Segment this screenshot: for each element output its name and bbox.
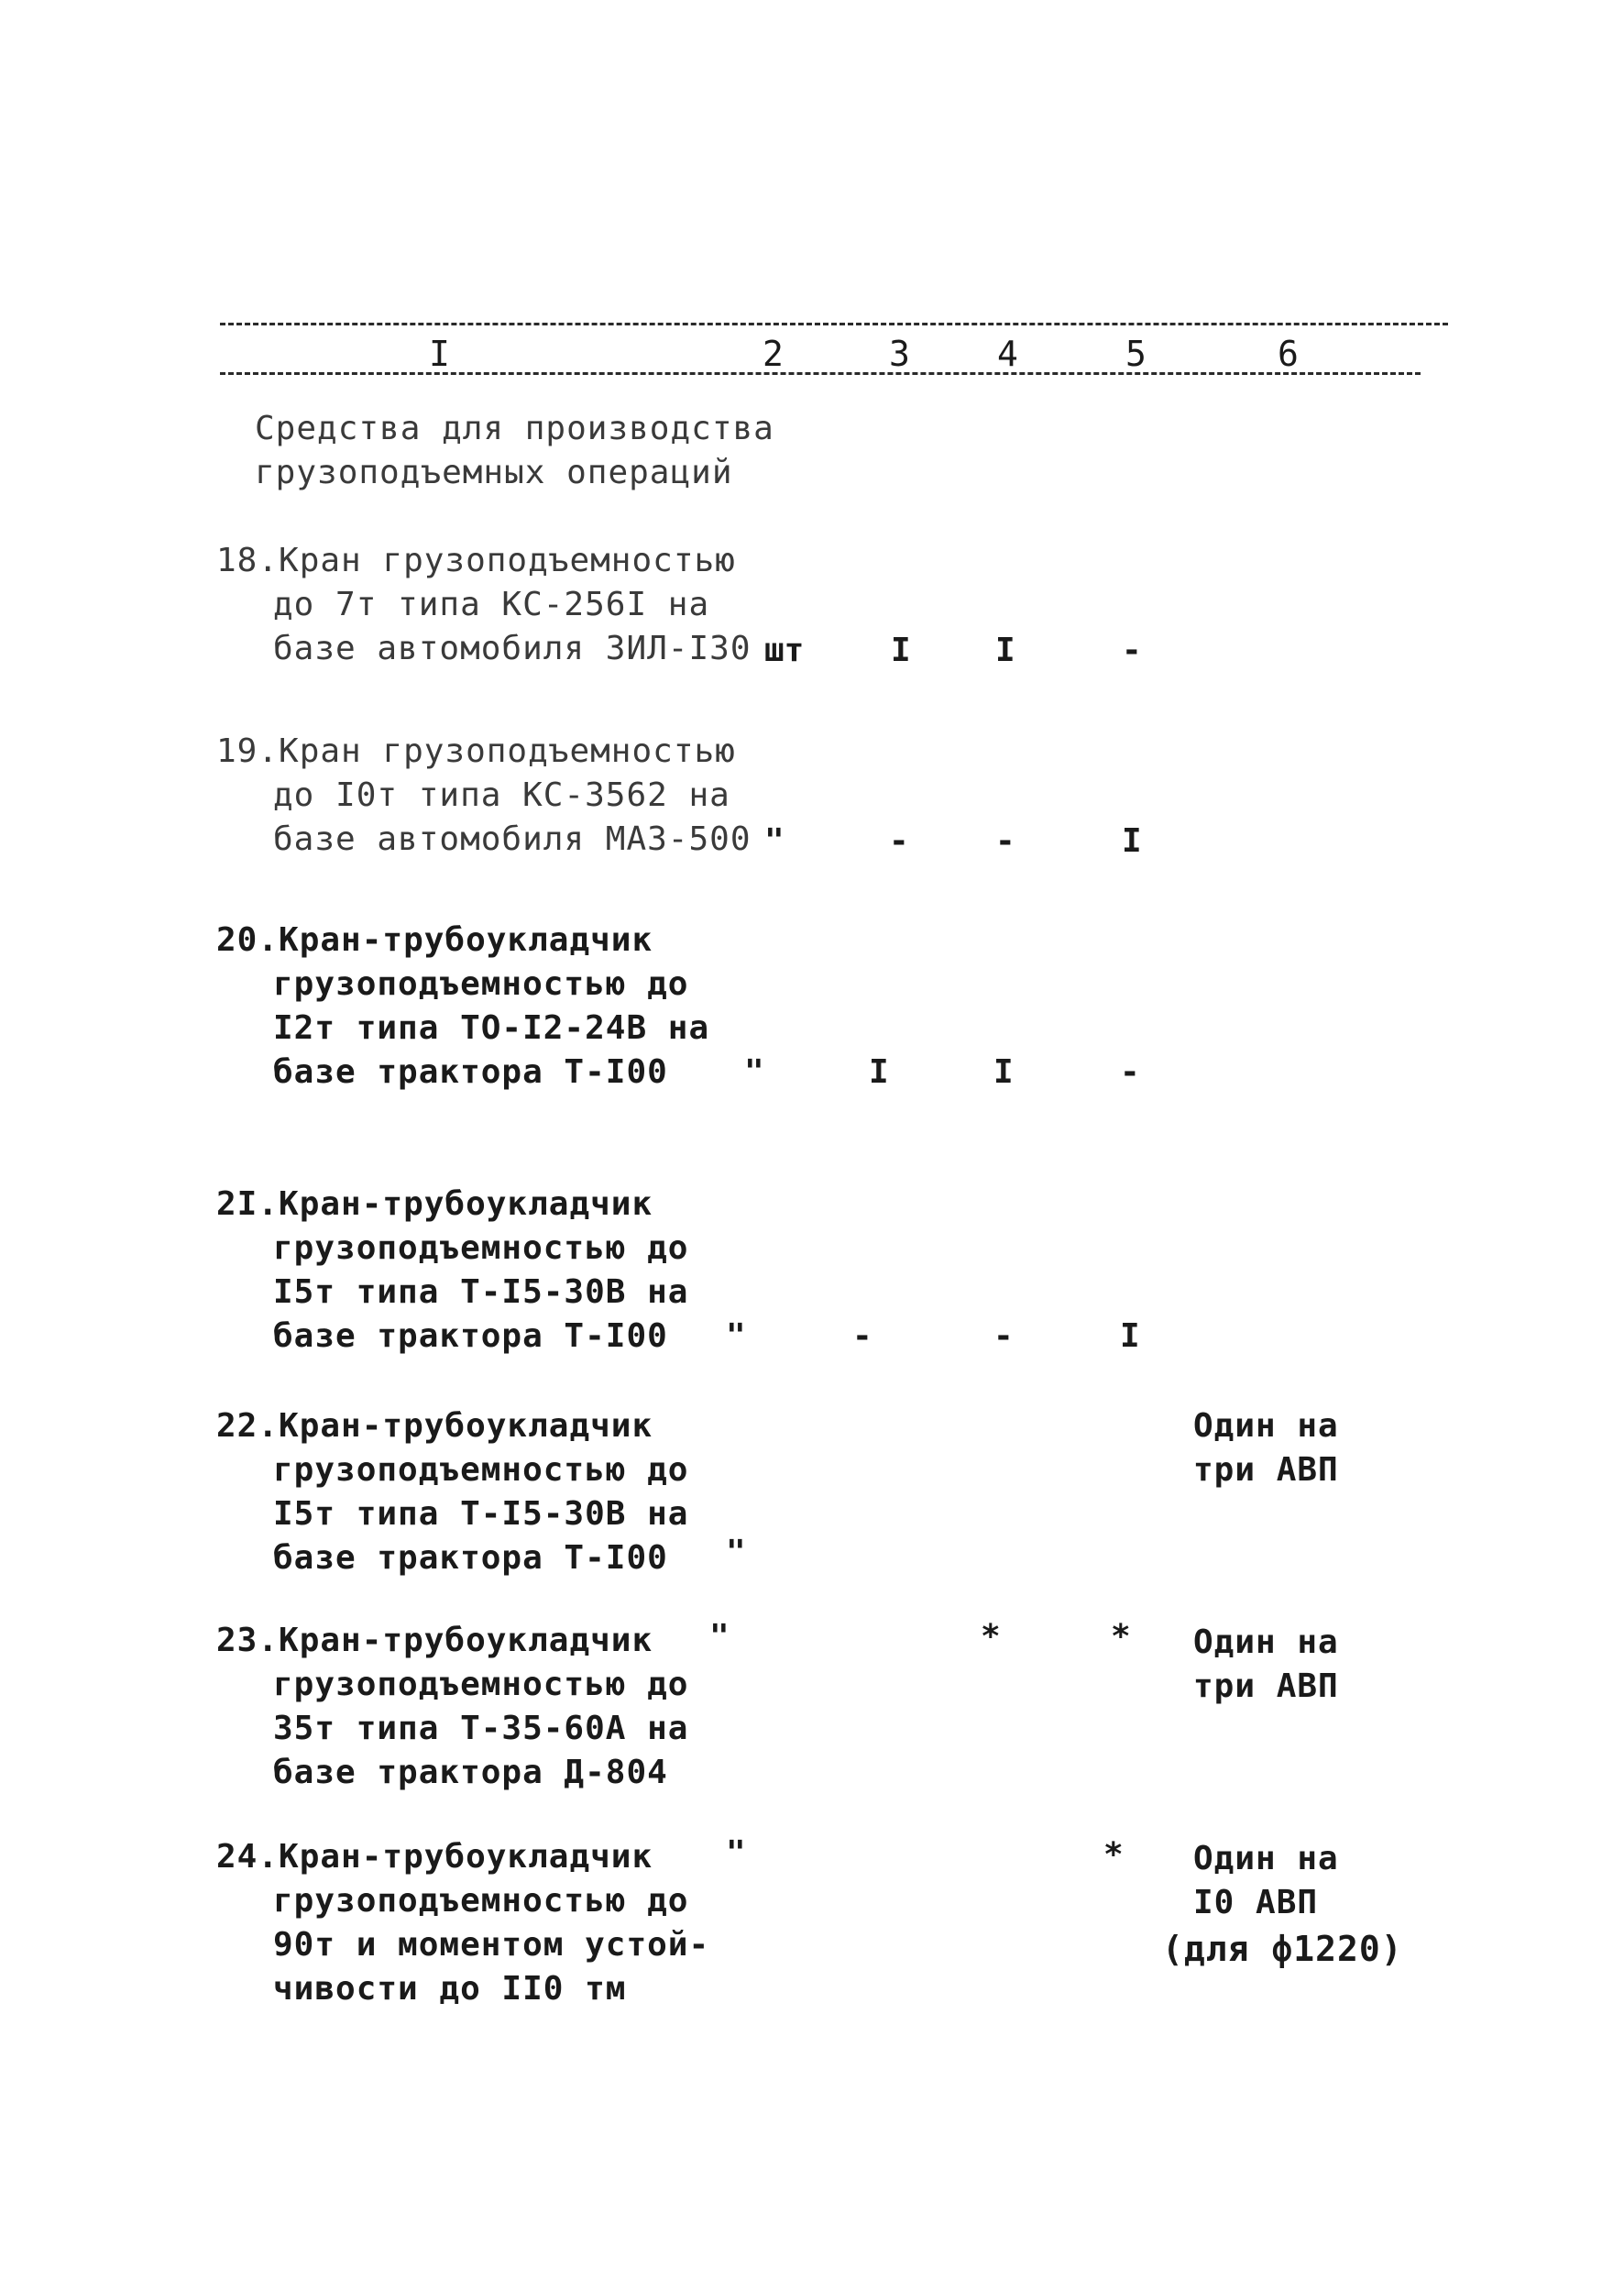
- item-21-line-3: I5т типа Т-I5-30В на: [273, 1273, 689, 1311]
- item-24-note-line-2: I0 АВП: [1193, 1884, 1319, 1921]
- item-21-col-3: -: [852, 1317, 872, 1355]
- item-18-col-5: -: [1122, 632, 1142, 669]
- item-22-note-line-1: Один на: [1193, 1407, 1339, 1445]
- item-22-line-2: грузоподъемностью до: [273, 1451, 689, 1489]
- item-19-col-2: ": [764, 822, 785, 860]
- item-24-line-2: грузоподъемностью до: [273, 1882, 689, 1920]
- item-18-col-4: I: [995, 632, 1015, 669]
- item-19-col-5: I: [1122, 822, 1142, 860]
- column-header-6: 6: [1278, 334, 1299, 374]
- column-header-5: 5: [1125, 334, 1147, 374]
- item-19-col-4: -: [995, 822, 1015, 860]
- item-19-col-3: -: [889, 822, 909, 860]
- item-18-col-2: шт: [764, 632, 805, 669]
- item-22-note-line-2: три АВП: [1193, 1451, 1339, 1489]
- item-21-line-2: грузоподъемностью до: [273, 1229, 689, 1267]
- item-18-col-3: I: [891, 632, 911, 669]
- item-24-col-2: ": [726, 1834, 746, 1872]
- item-21-col-5: I: [1120, 1317, 1140, 1355]
- column-header-3: 3: [889, 334, 910, 374]
- item-20-line-3: I2т типа ТО-I2-24В на: [273, 1009, 710, 1047]
- item-22-line-3: I5т типа Т-I5-30В на: [273, 1495, 689, 1533]
- item-23-note-line-1: Один на: [1193, 1623, 1339, 1661]
- item-20-line-4: базе трактора Т-I00: [273, 1053, 668, 1091]
- item-20-col-3: I: [869, 1053, 889, 1091]
- item-24-note-line-1: Один на: [1193, 1840, 1339, 1877]
- item-19-line-1: 19.Кран грузоподъемностью: [216, 732, 736, 770]
- item-21-line-1: 2I.Кран-трубоукладчик: [216, 1185, 653, 1223]
- column-header-2: 2: [763, 334, 784, 374]
- item-20-col-5: -: [1120, 1053, 1140, 1091]
- item-21-line-4: базе трактора Т-I00: [273, 1317, 668, 1355]
- item-23-line-3: 35т типа Т-35-60А на: [273, 1710, 689, 1747]
- item-20-col-2: ": [744, 1053, 764, 1091]
- item-22-col-2: ": [726, 1534, 746, 1571]
- header-bottom-rule: [220, 372, 1421, 375]
- item-19-line-2: до I0т типа КС-3562 на: [273, 776, 730, 814]
- item-24-line-1: 24.Кран-трубоукладчик: [216, 1838, 653, 1876]
- item-24-line-4: чивости до II0 тм: [273, 1970, 627, 2008]
- section-heading-line-1: Средства для производства: [255, 410, 774, 447]
- column-header-4: 4: [997, 334, 1018, 374]
- item-24-line-3: 90т и моментом устой-: [273, 1926, 710, 1964]
- column-header-1: I: [429, 334, 450, 374]
- item-23-col-2: ": [709, 1618, 730, 1656]
- item-21-col-4: -: [993, 1317, 1014, 1355]
- item-22-line-4: базе трактора Т-I00: [273, 1539, 668, 1577]
- item-18-line-1: 18.Кран грузоподъемностью: [216, 542, 736, 579]
- item-21-col-2: ": [726, 1317, 746, 1355]
- item-23-col-5: *: [1111, 1618, 1131, 1656]
- header-top-rule: [220, 323, 1448, 325]
- item-20-line-2: грузоподъемностью до: [273, 965, 689, 1003]
- item-20-line-1: 20.Кран-трубоукладчик: [216, 921, 653, 959]
- item-23-col-4: *: [981, 1618, 1001, 1656]
- item-23-note-line-2: три АВП: [1193, 1667, 1339, 1705]
- item-18-line-3: базе автомобиля ЗИЛ-I30: [273, 630, 752, 667]
- item-22-line-1: 22.Кран-трубоукладчик: [216, 1407, 653, 1445]
- item-23-line-4: базе трактора Д-804: [273, 1754, 668, 1791]
- item-23-line-2: грузоподъемностью до: [273, 1666, 689, 1703]
- item-20-col-4: I: [993, 1053, 1014, 1091]
- item-19-line-3: базе автомобиля МАЗ-500: [273, 820, 752, 858]
- item-18-line-2: до 7т типа КС-256I на: [273, 586, 710, 623]
- section-heading-line-2: грузоподъемных операций: [255, 454, 733, 491]
- item-24-note-line-3: (для ф1220): [1162, 1929, 1403, 1969]
- item-23-line-1: 23.Кран-трубоукладчик: [216, 1622, 653, 1659]
- item-24-col-5: *: [1103, 1836, 1124, 1874]
